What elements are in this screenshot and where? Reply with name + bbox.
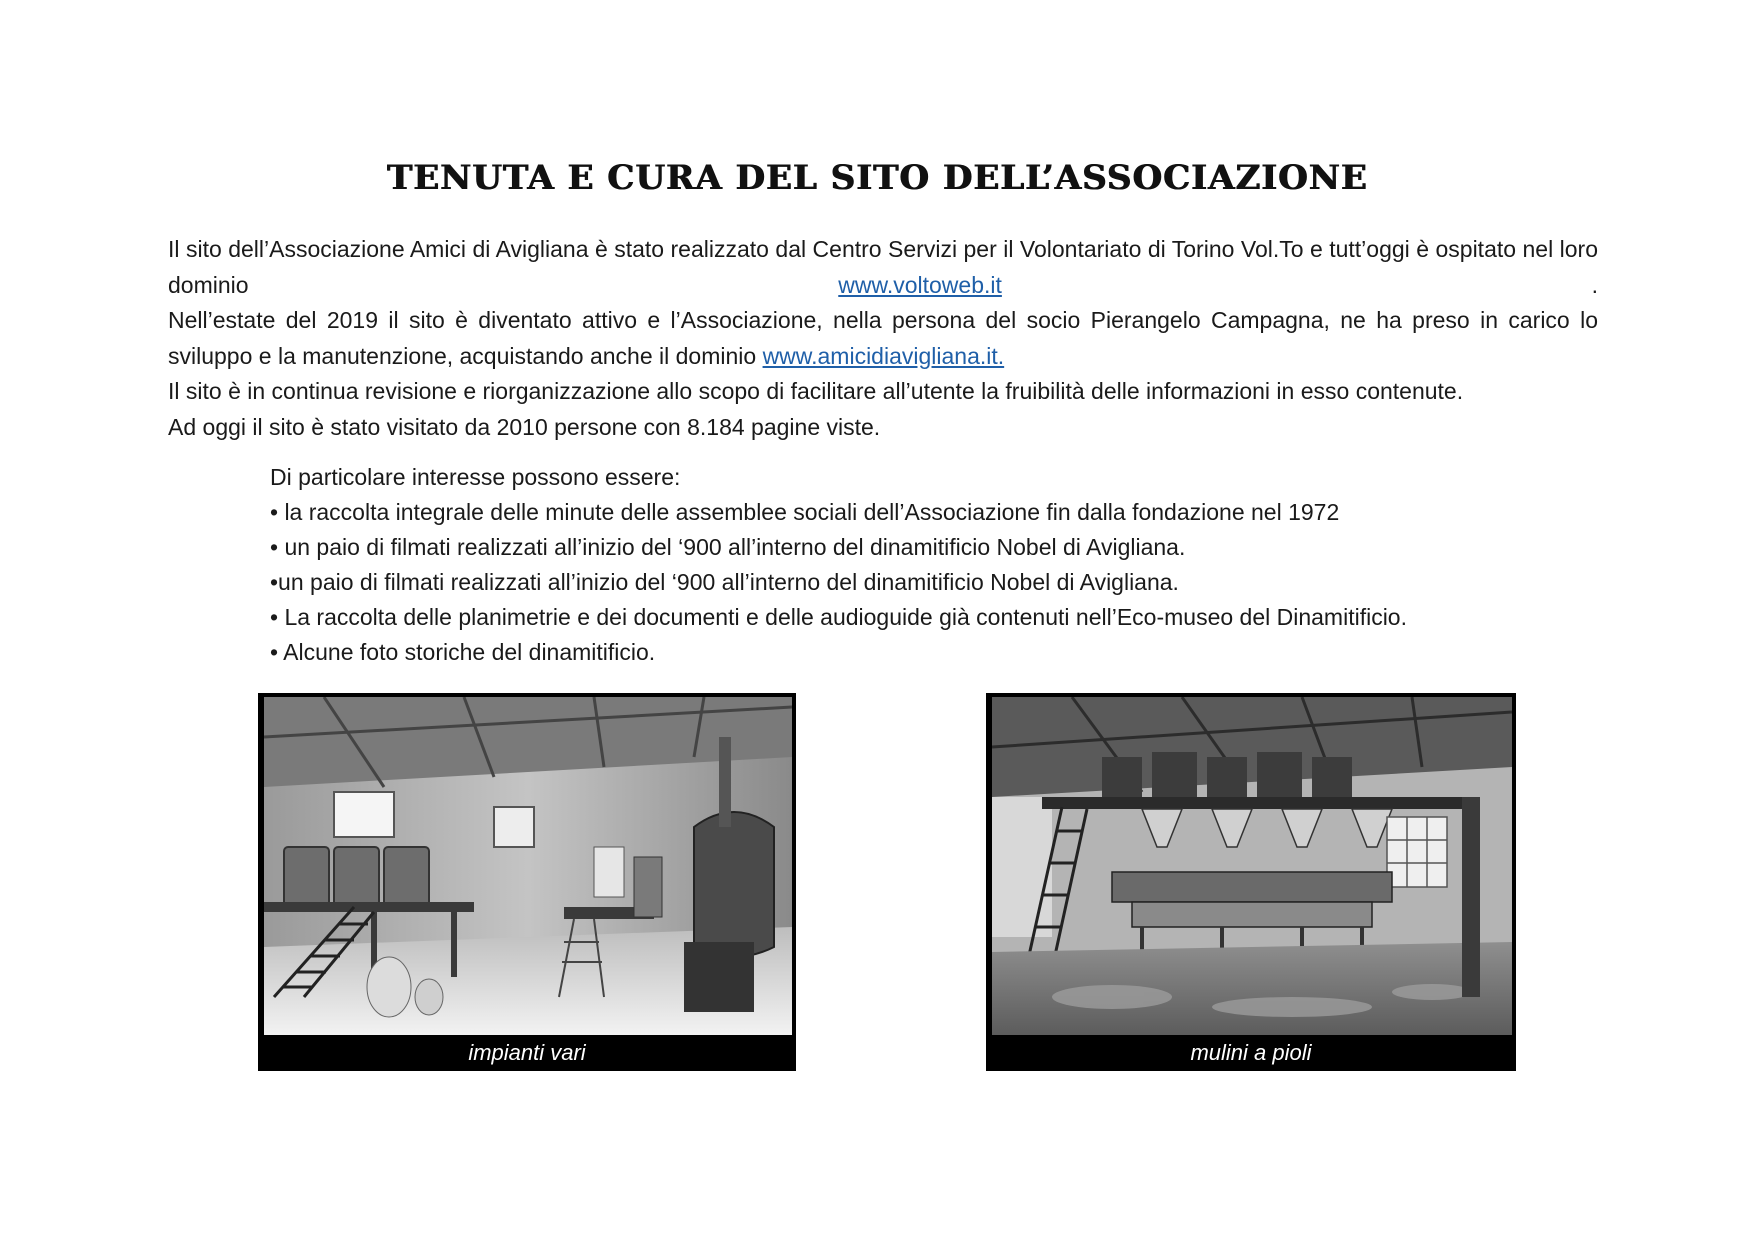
list-item: • la raccolta integrale delle minute delle assemblee sociali dell’Associazione fin dalla fondazione nel 1972 [270,499,1340,525]
photo-caption: mulini a pioli [1190,1040,1312,1065]
mills-interior-image [992,697,1512,1035]
paragraph-1-end: . [1001,271,1598,298]
list-item: • Alcune foto storiche del dinamitificio. [270,639,656,665]
mills-interior-illustration [992,697,1512,1035]
paragraph-2-text: Nell’estate del 2019 il sito è diventato attivo e l’Associazione, nella persona del socio Pierangelo Campagna, ne ha preso in carico lo sviluppo e la manutenzione, acquistando anche il dominio [168,307,1598,369]
paragraph-1 [168,232,1598,303]
paragraph-2 [168,303,1598,374]
page-title: TENUTA E CURA DEL SITO DELL’ASSOCIAZIONE [386,158,1368,198]
amicidiavigliana-link[interactable]: www.amicidiavigliana.it. [762,342,1005,369]
paragraph-3: Il sito è in continua revisione e riorganizzazione allo scopo di facilitare all’utente la fruibilità delle informazioni in esso contenute. [168,378,1464,404]
photo-mulini-a-pioli [986,693,1516,1071]
interest-intro: Di particolare interesse possono essere: [270,464,681,490]
intro-text [168,232,1598,445]
interest-list [270,460,1570,670]
paragraph-1-text: Il sito dell’Associazione Amici di Avigliana è stato realizzato dal Centro Servizi per il Volontariato di Torino Vol.To e tutt’oggi è ospitato nel loro dominio [168,236,1598,298]
factory-interior-illustration [264,697,792,1035]
paragraph-4: Ad oggi il sito è stato visitato da 2010 persone con 8.184 pagine viste. [168,413,881,440]
photo-impianti-vari [258,693,796,1071]
list-item: • La raccolta delle planimetrie e dei documenti e delle audioguide già contenuti nell’Eco-museo del Dinamitificio. [270,604,1407,630]
voltoweb-link[interactable]: www.voltoweb.it [838,271,1002,298]
list-item: • un paio di filmati realizzati all’inizio del ‘900 all’interno del dinamitificio Nobel di Avigliana. [270,534,1186,560]
photo-caption: impianti vari [468,1040,586,1065]
list-item: •un paio di filmati realizzati all’inizio del ‘900 all’interno del dinamitificio Nobel di Avigliana. [270,569,1179,595]
factory-interior-image [264,697,792,1035]
